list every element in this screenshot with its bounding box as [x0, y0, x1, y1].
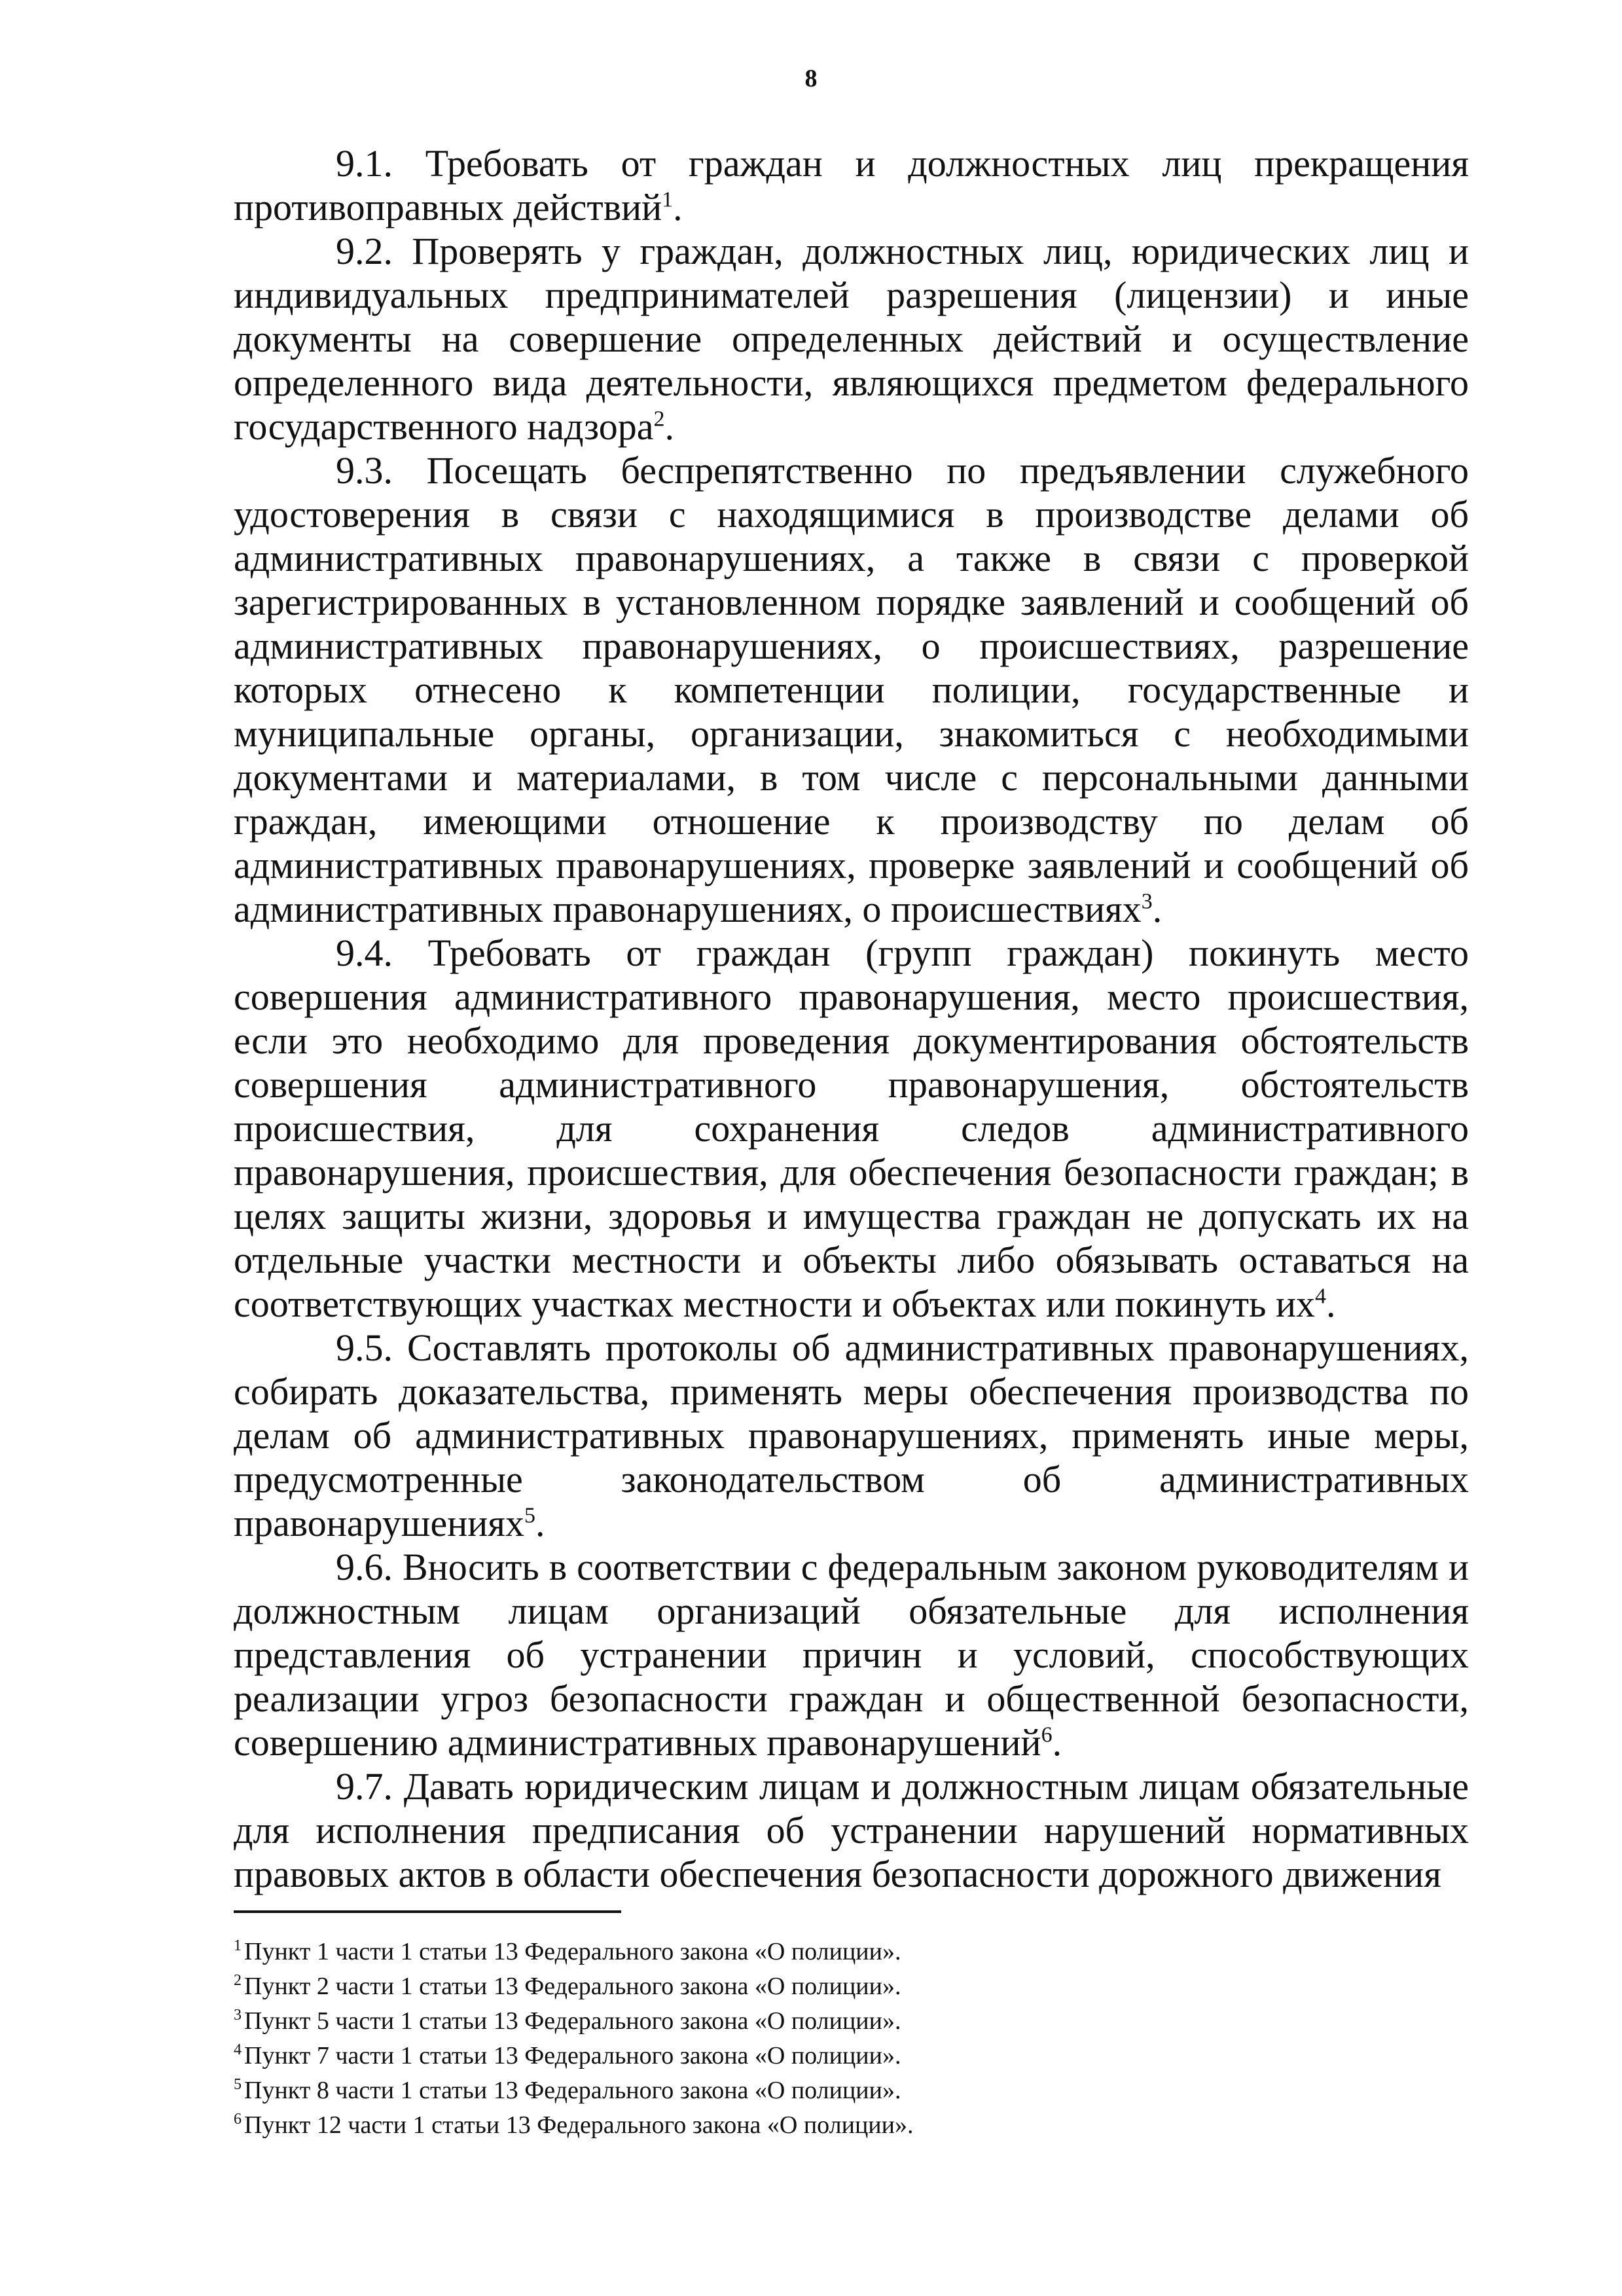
paragraph-9-5: [234, 1326, 1469, 1545]
footnote-3: [234, 2004, 1469, 2039]
body-text: [234, 141, 1469, 1896]
footnote-text: Пункт 12 части 1 статьи 13 Федерального закона «О полиции».: [244, 2111, 914, 2139]
paragraph-tail: .: [664, 405, 674, 448]
footnote-2: [234, 1969, 1469, 2004]
paragraph-tail: .: [1326, 1283, 1336, 1325]
footnote-text: Пункт 7 части 1 статьи 13 Федерального закона «О полиции».: [244, 2042, 901, 2069]
footnote-mark: 5: [234, 2076, 242, 2094]
footnote-reference: 6: [1041, 1722, 1053, 1747]
footnote-reference: 3: [1141, 889, 1153, 914]
paragraph-9-1: [234, 141, 1469, 229]
paragraph-tail: .: [535, 1502, 545, 1544]
paragraph-text: 9.4. Требовать от граждан (групп граждан) покинуть место совершения административного правонарушения, место происшествия, если это необходимо для проведения документирования обстоятельств совершения административного правонарушения, обстоятельств происшествия, для сохранения следов административного правонарушения, происшествия, для обеспечения безопасности граждан; в целях защиты жизни, здоровья и имущества граждан не допускать их на отдельные участки местности и объекты либо обязывать оставаться на соответствующих участках местности и объектах или покинуть их: [234, 932, 1469, 1325]
footnote-mark: 1: [234, 1937, 242, 1955]
footnotes: [234, 1935, 1469, 2143]
footnote-separator: [234, 1910, 621, 1913]
paragraph-9-2: [234, 229, 1469, 448]
footnote-text: Пункт 1 части 1 статьи 13 Федерального закона «О полиции».: [244, 1938, 901, 1965]
paragraph-tail: .: [1052, 1721, 1062, 1764]
paragraph-tail: .: [1152, 888, 1162, 930]
footnote-text: Пункт 5 части 1 статьи 13 Федерального закона «О полиции».: [244, 2007, 901, 2035]
footnote-reference: 2: [653, 407, 665, 431]
paragraph-text: 9.7. Давать юридическим лицам и должностным лицам обязательные для исполнения предписания об устранении нарушений нормативных правовых актов в области обеспечения безопасности дорожного движения: [234, 1765, 1469, 1895]
footnote-text: Пункт 8 части 1 статьи 13 Федерального закона «О полиции».: [244, 2077, 901, 2104]
paragraph-text: 9.3. Посещать беспрепятственно по предъявлении служебного удостоверения в связи с находящимися в производстве делами об административных правонарушениях, а также в связи с проверкой зарегистрированных в установленном порядке заявлений и сообщений об административных правонарушениях, о происшествиях, разрешение которых отнесено к компетенции полиции, государственные и муниципальные органы, организации, знакомиться с необходимыми документами и материалами, в том числе с персональными данными граждан, имеющими отношение к производству по делам об административных правонарушениях, проверке заявлений и сообщений об административных правонарушениях, о происшествиях: [234, 449, 1469, 930]
paragraph-text: 9.6. Вносить в соответствии с федеральным законом руководителям и должностным лицам организаций обязательные для исполнения представления об устранении причин и условий, способствующих реализации угроз безопасности граждан и общественной безопасности, совершению административных правонарушений: [234, 1546, 1469, 1764]
footnote-reference: 1: [662, 187, 674, 212]
page-number: 8: [804, 65, 818, 92]
footnote-mark: 2: [234, 1972, 242, 1990]
paragraph-text: 9.1. Требовать от граждан и должностных лиц прекращения противоправных действий: [234, 142, 1469, 228]
footnote-5: [234, 2073, 1469, 2108]
paragraph-9-6: [234, 1545, 1469, 1764]
paragraph-9-3: [234, 448, 1469, 931]
paragraph-tail: .: [673, 186, 683, 228]
footnote-mark: 3: [234, 2007, 242, 2024]
footnote-1: [234, 1935, 1469, 1969]
paragraph-9-7: [234, 1764, 1469, 1896]
paragraph-text: 9.2. Проверять у граждан, должностных лиц, юридических лиц и индивидуальных предпринимателей разрешения (лицензии) и иные документы на совершение определенных действий и осуществление определенного вида деятельности, являющихся предметом федерального государственного надзора: [234, 230, 1469, 448]
footnote-mark: 6: [234, 2111, 242, 2128]
footnote-reference: 5: [524, 1503, 535, 1528]
paragraph-text: 9.5. Составлять протоколы об административных правонарушениях, собирать доказательства, применять меры обеспечения производства по делам об административных правонарушениях, применять иные меры, предусмотренные законодательством об административных правонарушениях: [234, 1326, 1469, 1544]
footnote-mark: 4: [234, 2041, 242, 2059]
footnote-text: Пункт 2 части 1 статьи 13 Федерального закона «О полиции».: [244, 1973, 901, 2000]
footnote-reference: 4: [1315, 1284, 1327, 1309]
paragraph-9-4: [234, 931, 1469, 1326]
footnote-6: [234, 2108, 1469, 2143]
footnote-4: [234, 2039, 1469, 2073]
